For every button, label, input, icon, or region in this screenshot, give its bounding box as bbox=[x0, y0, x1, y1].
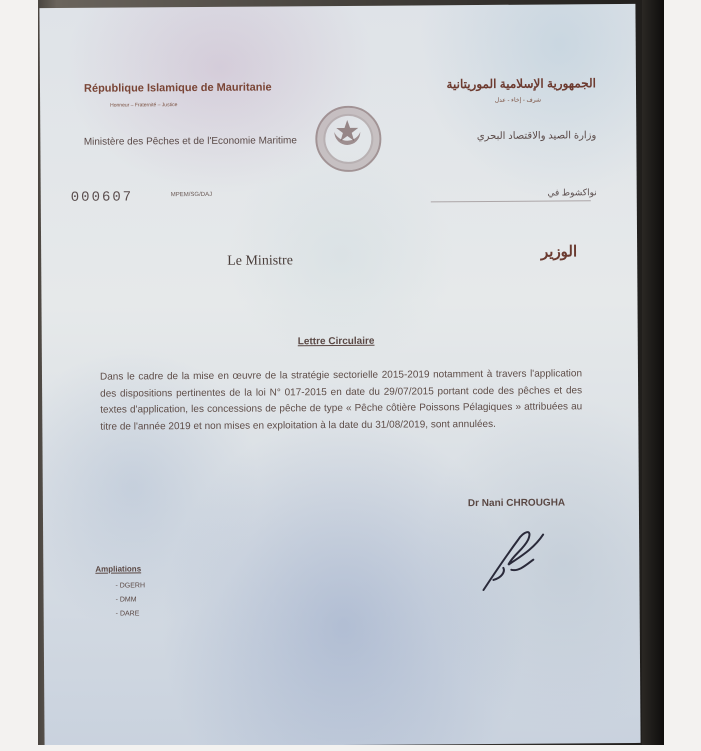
header-ar-ministry: وزارة الصيد والاقتصاد البحري bbox=[476, 130, 597, 143]
list-item: - DARE bbox=[115, 610, 140, 618]
header-fr-motto: Honneur – Fraternité – Justice bbox=[110, 102, 178, 109]
letter-body: Dans le cadre de la mise en œuvre de la stratégie sectorielle 2015-2019 notamment à travers l'application des dispositions pertinentes de la loi N° 017-2015 en date du 29/07/2015 portant code des pêches et des textes d'application, les concessions de pêche de type « Pêche côtière Poissons Pélagiques » attribuées au titre de l'année 2019 et non mises en exploitation à la date du 31/08/2019, sont annulées. bbox=[99, 368, 583, 433]
ampliations-list bbox=[115, 579, 145, 621]
minister-title-ar: الوزير bbox=[540, 243, 578, 261]
letter-title: Lettre Circulaire bbox=[297, 335, 375, 348]
minister-title-fr: Le Ministre bbox=[227, 253, 293, 269]
handwritten-signature bbox=[473, 520, 554, 596]
list-item: - DGERH bbox=[115, 582, 146, 590]
document-photo bbox=[38, 0, 664, 745]
letter-page bbox=[39, 4, 640, 745]
header-fr-ministry: Ministère des Pêches et de l'Economie Maritime bbox=[83, 135, 297, 148]
reference-label: MPEM/SG/DAJ bbox=[170, 191, 213, 199]
header-ar-motto: شرف - إخاء - عدل bbox=[494, 97, 542, 104]
reference-date-label: نواكشوط في bbox=[547, 187, 597, 198]
list-item: - DMM bbox=[115, 596, 137, 604]
header-fr-title: République Islamique de Mauritanie bbox=[83, 81, 272, 95]
signatory-name: Dr Nani CHROUGHA bbox=[467, 497, 566, 510]
photo-frame-edge bbox=[642, 0, 664, 745]
header-ar-title: الجمهورية الإسلامية الموريتانية bbox=[446, 76, 597, 92]
official-seal bbox=[315, 106, 381, 172]
star-crescent-icon bbox=[328, 118, 366, 156]
reference-dotted-line bbox=[431, 200, 591, 202]
ampliations-title: Ampliations bbox=[95, 564, 142, 574]
reference-number: 000607 bbox=[70, 189, 134, 206]
